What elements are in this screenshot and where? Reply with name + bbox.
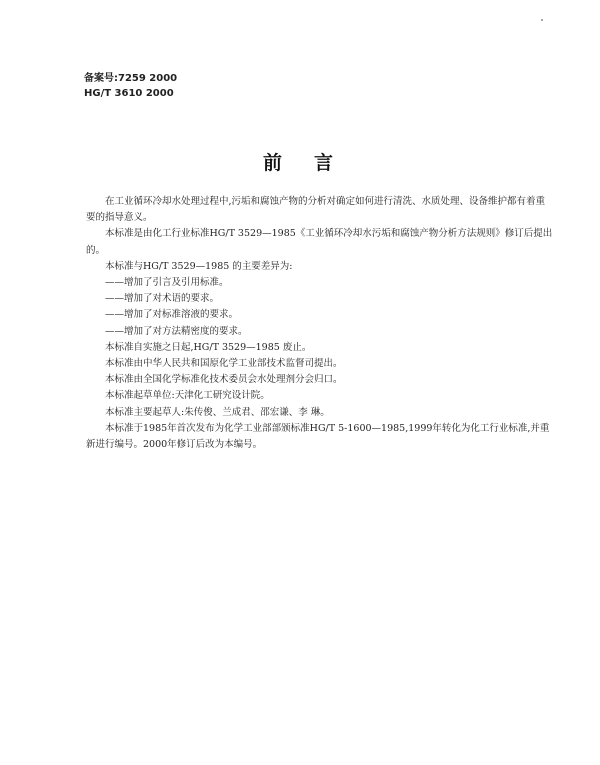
statement-drafting-unit: 本标准起草单位:天津化工研究设计院。 bbox=[105, 390, 270, 402]
foreword-paragraph-origin: 本标准是由化工行业标准HG/T 3529—1985《工业循环冷却水污垢和腐蚀产物分析方法规则》修订后提出的。 bbox=[86, 228, 553, 256]
statement-proposer: 本标准由中华人民共和国原化学工业部技术监督司提出。 bbox=[105, 358, 343, 370]
statement-committee: 本标准由全国化学标准化技术委员会水处理剂分会归口。 bbox=[105, 374, 343, 386]
scan-speck bbox=[541, 19, 543, 21]
difference-item: ——增加了对术语的要求。 bbox=[105, 293, 220, 305]
standard-code: HG/T 3610 2000 bbox=[84, 88, 174, 99]
foreword-paragraph-differences: 本标准与HG/T 3529—1985 的主要差异为: bbox=[105, 260, 293, 272]
foreword-paragraph-intro: 在工业循环冷却水处理过程中,污垢和腐蚀产物的分析对确定如何进行清洗、水质处理、设备维护都有着重要的指导意义。 bbox=[86, 196, 546, 224]
difference-item: ——增加了引言及引用标准。 bbox=[105, 277, 229, 289]
difference-item: ——增加了对方法精密度的要求。 bbox=[105, 325, 248, 337]
statement-drafters: 本标准主要起草人:朱传俊、兰成君、邵宏谦、李 琳。 bbox=[105, 406, 330, 418]
statement-effective: 本标准自实施之日起,HG/T 3529—1985 废止。 bbox=[105, 341, 312, 353]
foreword-body bbox=[86, 194, 554, 453]
page-title: 前言 bbox=[262, 152, 365, 174]
statement-history: 本标准于1985年首次发布为化学工业部部颁标准HG/T 5-1600—1985,1999年转化为化工行业标准,并重新进行编号。2000年修订后改为本编号。 bbox=[86, 422, 550, 451]
difference-item: ——增加了对标准溶液的要求。 bbox=[105, 309, 239, 321]
record-number: 备案号:7259 2000 bbox=[84, 73, 178, 84]
document-header bbox=[84, 71, 177, 101]
